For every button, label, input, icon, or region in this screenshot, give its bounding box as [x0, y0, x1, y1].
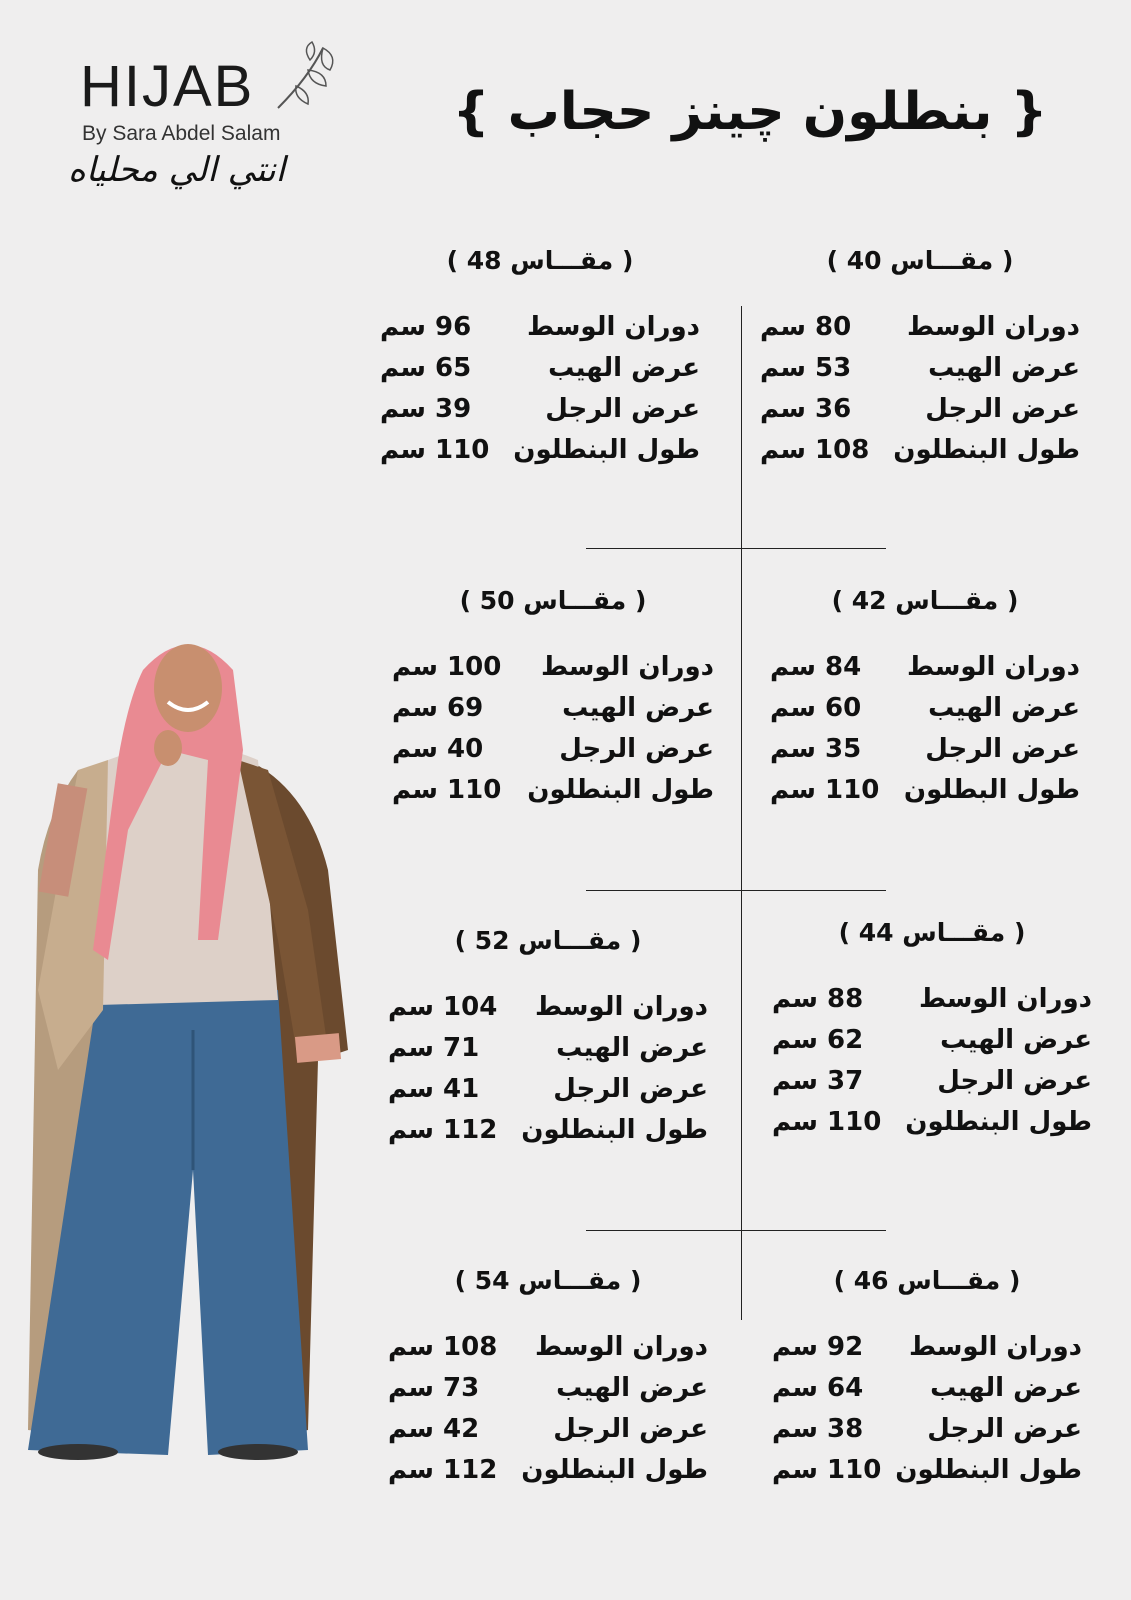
measure-row	[772, 1327, 1082, 1368]
measure-row	[392, 647, 714, 688]
measure-row	[388, 1368, 708, 1409]
measure-label: عرض الرجل	[925, 734, 1080, 764]
measure-label: عرض الهيب	[928, 693, 1080, 723]
measure-value: 42 سم	[388, 1414, 480, 1444]
measure-row	[388, 1069, 708, 1110]
measure-row	[380, 389, 700, 430]
leaf-icon	[268, 38, 348, 118]
size-title: ( مقـــاس 48 )	[446, 246, 634, 275]
measure-row	[772, 979, 1092, 1020]
measure-label: دوران الوسط	[906, 652, 1080, 682]
size-card-46	[772, 1266, 1082, 1491]
measure-label: عرض الهيب	[928, 353, 1080, 383]
measure-value: 104 سم	[388, 992, 498, 1022]
measure-value: 84 سم	[770, 652, 862, 682]
measure-label: عرض الهيب	[548, 353, 700, 383]
measure-row	[772, 1368, 1082, 1409]
size-title: ( مقـــاس 40 )	[826, 246, 1014, 275]
size-card-54	[388, 1266, 708, 1491]
measure-row	[770, 688, 1080, 729]
measure-value: 100 سم	[392, 652, 502, 682]
measure-label: دوران الوسط	[526, 312, 700, 342]
size-card-52	[388, 926, 708, 1151]
measure-label: عرض الرجل	[559, 734, 714, 764]
measure-row	[772, 1102, 1092, 1143]
measure-row	[388, 1409, 708, 1450]
horizontal-divider	[586, 890, 886, 891]
measure-label: عرض الهيب	[930, 1373, 1082, 1403]
brand-byline: By Sara Abdel Salam	[82, 122, 281, 145]
measure-label: عرض الرجل	[927, 1414, 1082, 1444]
measure-value: 112 سم	[388, 1115, 498, 1145]
size-title: ( مقـــاس 52 )	[454, 926, 642, 955]
measure-label: عرض الرجل	[937, 1066, 1092, 1096]
measure-label: دوران الوسط	[908, 1332, 1082, 1362]
size-title: ( مقـــاس 54 )	[454, 1266, 642, 1295]
measure-row	[770, 729, 1080, 770]
measure-label: طول البنطلون	[893, 435, 1080, 465]
measure-label: عرض الرجل	[553, 1414, 708, 1444]
measure-value: 108 سم	[760, 435, 870, 465]
model-photo	[8, 610, 358, 1490]
measure-row	[770, 770, 1080, 811]
measure-row	[392, 688, 714, 729]
measure-value: 65 سم	[380, 353, 472, 383]
measure-label: عرض الهيب	[940, 1025, 1092, 1055]
brand-logo	[68, 54, 340, 190]
size-card-44	[772, 918, 1092, 1143]
size-title: ( مقـــاس 46 )	[833, 1266, 1021, 1295]
measure-row	[760, 348, 1080, 389]
measure-value: 71 سم	[388, 1033, 480, 1063]
measure-row	[392, 729, 714, 770]
measure-value: 108 سم	[388, 1332, 498, 1362]
measure-row	[760, 389, 1080, 430]
measure-value: 110 سم	[772, 1455, 882, 1485]
measure-row	[388, 1110, 708, 1151]
measure-label: دوران الوسط	[540, 652, 714, 682]
measure-label: طول البنطلون	[527, 775, 714, 805]
measure-value: 64 سم	[772, 1373, 864, 1403]
brand-tagline: انتي الي محلياه	[68, 150, 286, 190]
measure-row	[772, 1450, 1082, 1491]
measure-label: عرض الرجل	[925, 394, 1080, 424]
measure-value: 110 سم	[380, 435, 490, 465]
measure-label: طول البنطلون	[905, 1107, 1092, 1137]
measure-label: دوران الوسط	[906, 312, 1080, 342]
measure-label: طول البنطلون	[513, 435, 700, 465]
measure-value: 73 سم	[388, 1373, 480, 1403]
measure-label: دوران الوسط	[534, 992, 708, 1022]
measure-row	[388, 1028, 708, 1069]
measure-value: 37 سم	[772, 1066, 864, 1096]
horizontal-divider	[586, 548, 886, 549]
page-title: { بنطلون چينز حجاب }	[452, 82, 1048, 142]
measure-row	[760, 307, 1080, 348]
measure-value: 96 سم	[380, 312, 472, 342]
measure-label: طول البنطلون	[521, 1455, 708, 1485]
measure-value: 110 سم	[772, 1107, 882, 1137]
measure-row	[388, 987, 708, 1028]
measure-value: 62 سم	[772, 1025, 864, 1055]
measure-row	[380, 348, 700, 389]
size-card-40	[760, 246, 1080, 471]
measure-value: 88 سم	[772, 984, 864, 1014]
size-title: ( مقـــاس 42 )	[831, 586, 1019, 615]
measure-value: 53 سم	[760, 353, 852, 383]
measure-value: 38 سم	[772, 1414, 864, 1444]
size-title: ( مقـــاس 44 )	[838, 918, 1026, 947]
measure-label: عرض الهيب	[556, 1033, 708, 1063]
measure-label: عرض الرجل	[553, 1074, 708, 1104]
horizontal-divider	[586, 1230, 886, 1231]
measure-label: طول البنطلون	[521, 1115, 708, 1145]
size-card-42	[770, 586, 1080, 811]
size-card-48	[380, 246, 700, 471]
measure-value: 69 سم	[392, 693, 484, 723]
measure-label: طول البطلون	[903, 775, 1080, 805]
measure-row	[770, 647, 1080, 688]
measure-row	[760, 430, 1080, 471]
measure-label: عرض الهيب	[562, 693, 714, 723]
measure-label: دوران الوسط	[534, 1332, 708, 1362]
measure-value: 41 سم	[388, 1074, 480, 1104]
measure-row	[388, 1450, 708, 1491]
measure-label: دوران الوسط	[918, 984, 1092, 1014]
measure-row	[380, 307, 700, 348]
measure-row	[772, 1061, 1092, 1102]
measure-label: طول البنطلون	[895, 1455, 1082, 1485]
measure-row	[392, 770, 714, 811]
measure-label: عرض الهيب	[556, 1373, 708, 1403]
measure-value: 40 سم	[392, 734, 484, 764]
measure-value: 35 سم	[770, 734, 862, 764]
measure-value: 110 سم	[392, 775, 502, 805]
measure-label: عرض الرجل	[545, 394, 700, 424]
vertical-divider	[741, 306, 742, 1320]
brand-name: HIJAB	[80, 54, 255, 119]
size-title: ( مقـــاس 50 )	[459, 586, 647, 615]
measure-value: 112 سم	[388, 1455, 498, 1485]
measure-value: 80 سم	[760, 312, 852, 342]
measure-value: 39 سم	[380, 394, 472, 424]
measure-value: 60 سم	[770, 693, 862, 723]
measure-row	[772, 1409, 1082, 1450]
measure-value: 110 سم	[770, 775, 880, 805]
measure-row	[772, 1020, 1092, 1061]
measure-value: 92 سم	[772, 1332, 864, 1362]
measure-row	[380, 430, 700, 471]
measure-value: 36 سم	[760, 394, 852, 424]
measure-row	[388, 1327, 708, 1368]
size-card-50	[392, 586, 714, 811]
